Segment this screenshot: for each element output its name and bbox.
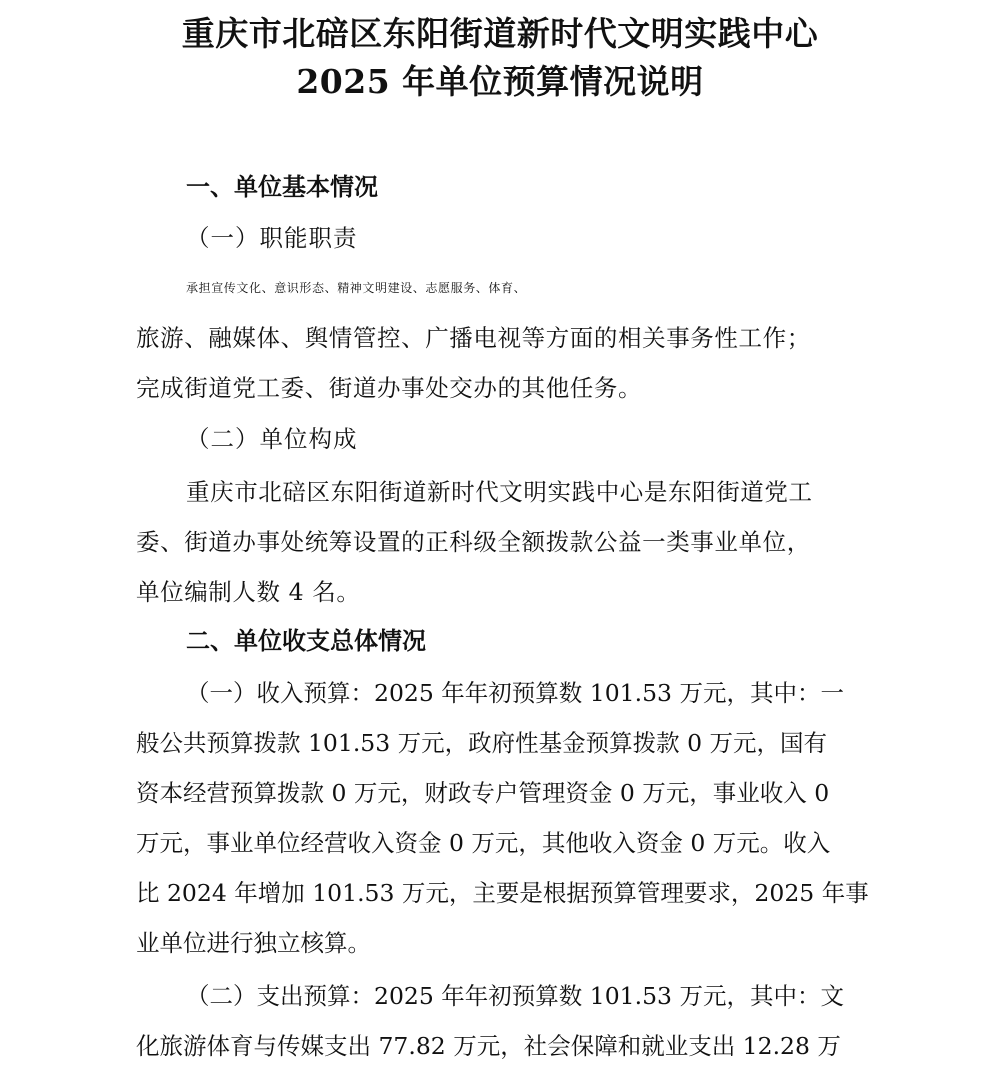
document-title-line2: 2025 年单位预算情况说明 (296, 62, 704, 101)
paragraph-line: 承担宣传文化、意识形态、精神文明建设、志愿服务、体育、 (186, 281, 527, 295)
section1-heading: 一、单位基本情况 (186, 172, 378, 201)
document-title-line1: 重庆市北碚区东阳街道新时代文明实践中心 (181, 14, 819, 53)
income-line: （一）收入预算：2025 年年初预算数 101.53 万元，其中：一 (186, 679, 844, 707)
section1-sub1-heading: （一）职能职责 (186, 224, 358, 252)
section2-heading: 二、单位收支总体情况 (186, 626, 426, 655)
income-line: 般公共预算拨款 101.53 万元，政府性基金预算拨款 0 万元，国有 (136, 729, 828, 757)
income-line: 万元，事业单位经营收入资金 0 万元，其他收入资金 0 万元。收入 (136, 829, 831, 857)
section1-sub2-heading: （二）单位构成 (186, 425, 358, 453)
expense-line: 化旅游体育与传媒支出 77.82 万元，社会保障和就业支出 12.28 万 (136, 1032, 841, 1060)
paragraph-line: 重庆市北碚区东阳街道新时代文明实践中心是东阳街道党工 (186, 478, 813, 506)
paragraph-line: 委、街道办事处统筹设置的正科级全额拨款公益一类事业单位， (136, 528, 811, 556)
expense-line: （二）支出预算：2025 年年初预算数 101.53 万元，其中：文 (186, 982, 844, 1010)
paragraph-line: 旅游、融媒体、舆情管控、广播电视等方面的相关事务性工作； (136, 324, 811, 352)
income-line: 比 2024 年增加 101.53 万元，主要是根据预算管理要求，2025 年事 (136, 879, 869, 907)
income-line: 资本经营预算拨款 0 万元，财政专户管理资金 0 万元，事业收入 0 (136, 779, 830, 807)
paragraph-line: 完成街道党工委、街道办事处交办的其他任务。 (136, 374, 643, 402)
income-line: 业单位进行独立核算。 (136, 929, 371, 957)
paragraph-line: 单位编制人数 4 名。 (136, 578, 361, 606)
